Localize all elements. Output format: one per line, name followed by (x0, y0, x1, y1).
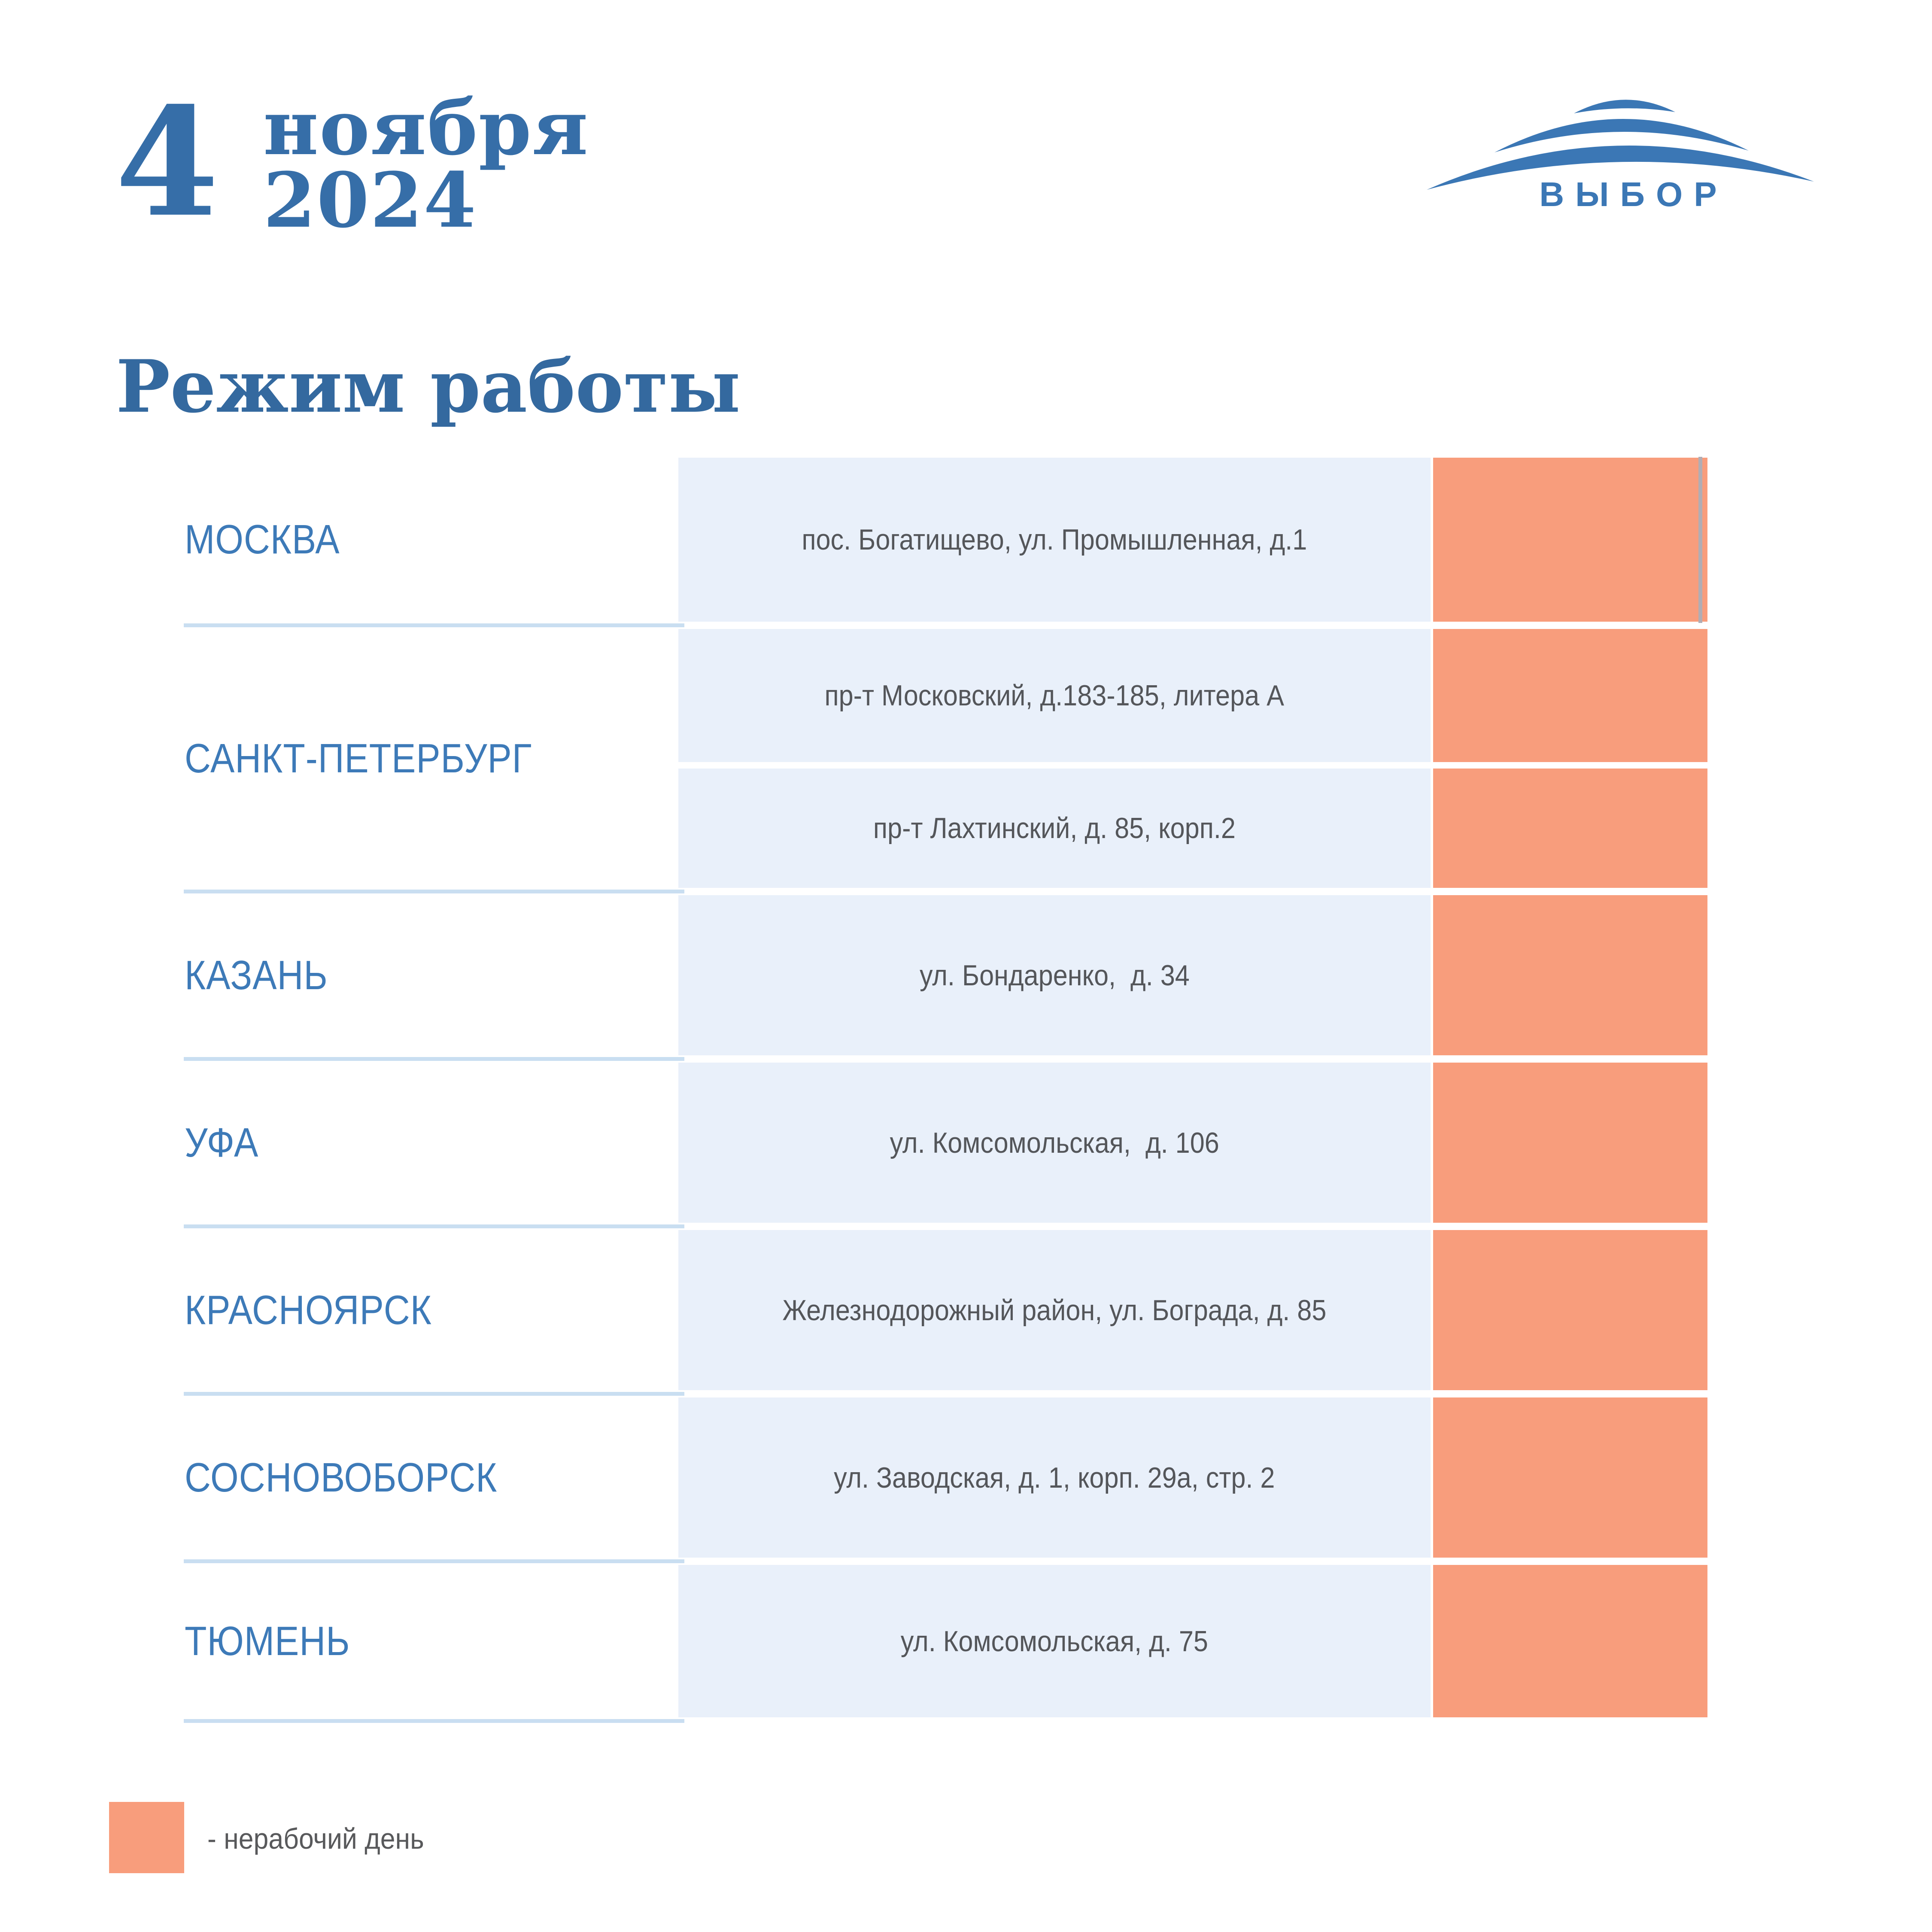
row-divider (184, 1719, 684, 1723)
page-title: Режим работы (116, 344, 741, 429)
nonworking-cell-moskva (1433, 458, 1707, 622)
city-label-ufa: УФА (185, 1119, 259, 1166)
city-label-kazan: КАЗАНЬ (185, 952, 328, 998)
address-cell-tyumen: ул. Комсомольская, д. 75 (678, 1565, 1431, 1717)
nonworking-cell-krasnoyarsk (1433, 1230, 1707, 1390)
address-cell-ufa: ул. Комсомольская, д. 106 (678, 1063, 1431, 1223)
row-divider (184, 1392, 684, 1396)
logo-arc-top (1574, 100, 1675, 113)
row-divider (184, 623, 684, 627)
nonworking-cell-ufa (1433, 1063, 1707, 1223)
date-year: 2024 (263, 156, 477, 245)
city-label-moskva: МОСКВА (185, 516, 340, 562)
nonworking-cell-spb-lakhtinsky (1433, 769, 1707, 888)
city-label-sankt-peterburg: САНКТ-ПЕТЕРБУРГ (185, 735, 532, 781)
address-cell-spb-moskovsky: пр-т Московский, д.183-185, литера А (678, 629, 1431, 762)
nonworking-cell-spb-moskovsky (1433, 629, 1707, 762)
row-divider (184, 1057, 684, 1061)
row-divider (184, 1559, 684, 1563)
row-divider (184, 1224, 684, 1228)
date-month: ноября (263, 83, 589, 172)
address-cell-sosnovoborsk: ул. Заводская, д. 1, корп. 29а, стр. 2 (678, 1397, 1431, 1558)
address-cell-spb-lakhtinsky: пр-т Лахтинский, д. 85, корп.2 (678, 769, 1431, 888)
nonworking-cell-tyumen (1433, 1565, 1707, 1717)
legend-label: - нерабочий день (207, 1823, 424, 1855)
logo-text: ВЫБОР (1539, 175, 1728, 213)
city-label-tyumen: ТЮМЕНЬ (185, 1618, 350, 1664)
date-day: 4 (115, 75, 219, 250)
legend-swatch-nonworking (109, 1802, 184, 1873)
address-cell-krasnoyarsk: Железнодорожный район, ул. Бограда, д. 85 (678, 1230, 1431, 1390)
company-logo (1421, 64, 1820, 215)
nonworking-cell-kazan (1433, 895, 1707, 1055)
city-label-sosnovoborsk: СОСНОВОБОРСК (185, 1454, 498, 1501)
city-label-krasnoyarsk: КРАСНОЯРСК (185, 1287, 432, 1333)
address-cell-moskva: пос. Богатищево, ул. Промышленная, д.1 (678, 458, 1431, 622)
scrollbar-artifact (1698, 457, 1702, 623)
address-cell-kazan: ул. Бондаренко, д. 34 (678, 895, 1431, 1055)
row-divider (184, 890, 684, 893)
nonworking-cell-sosnovoborsk (1433, 1397, 1707, 1558)
